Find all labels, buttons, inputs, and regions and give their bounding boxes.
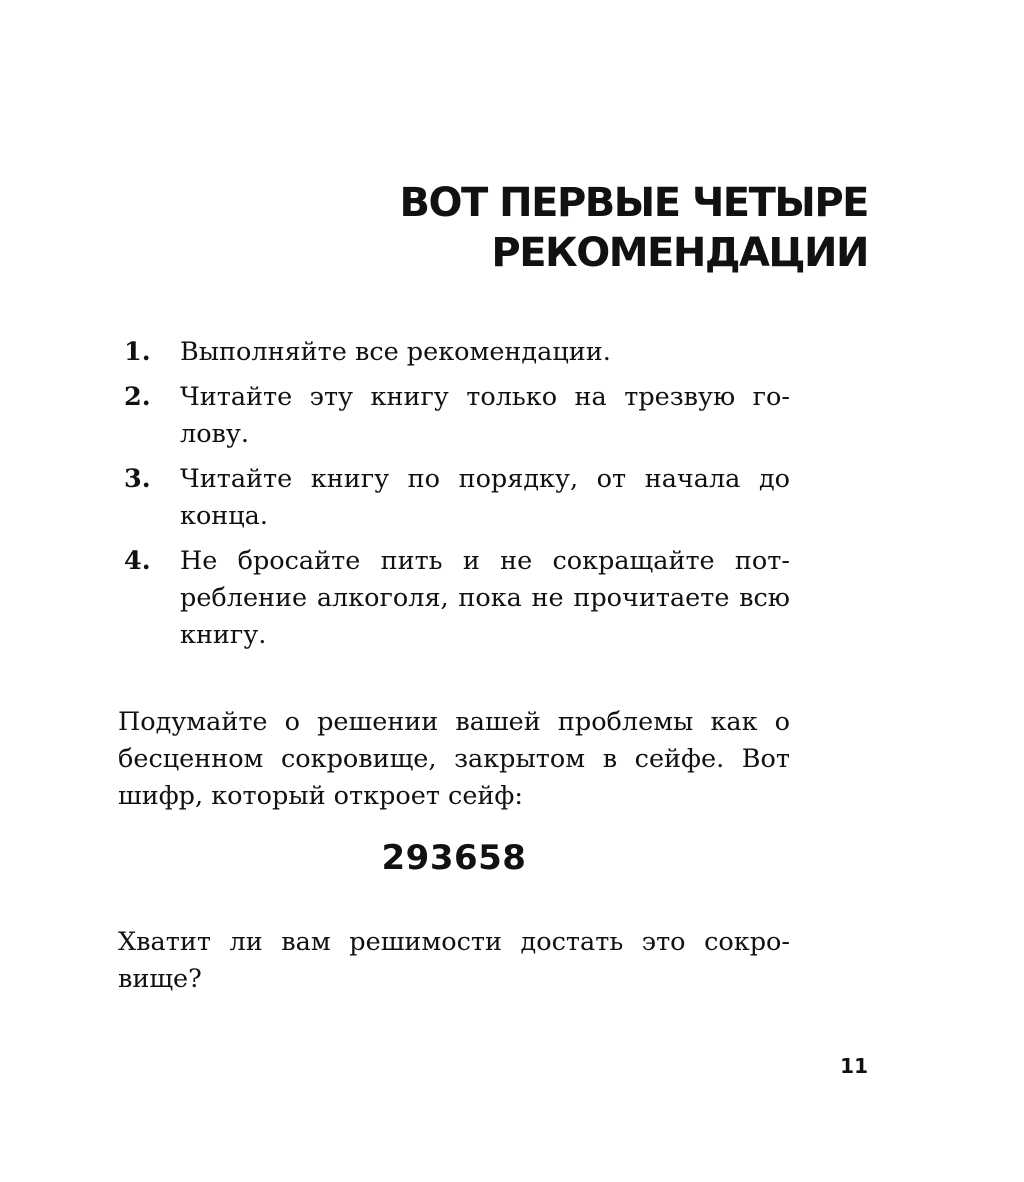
safe-code: 293658 [381,838,527,878]
chapter-heading [118,178,868,278]
list-item [118,379,790,453]
list-item-text: Читайте эту книгу только на трезвую голову. [180,382,790,449]
list-item-number: 2. [124,382,151,412]
list-item-text: Не бросайте пить и не сокращайте потребление алкоголя, пока не прочитаете всю книгу. [180,546,790,650]
heading-line-1: ВОТ ПЕРВЫЕ ЧЕТЫРЕ [399,180,868,226]
list-item [118,461,790,535]
list-item-text: Выполняйте все рекомендации. [180,337,611,367]
list-item-number: 3. [124,464,151,494]
list-item-text: Читайте книгу по порядку, от начала до конца. [180,464,790,531]
list-item [118,543,790,654]
recommendations-list [118,334,790,662]
list-item-number: 4. [124,546,151,576]
body-paragraph-question: Хватит ли вам решимости достать это сокровище? [118,927,790,994]
list-item-number: 1. [124,337,151,367]
heading-line-2: РЕКОМЕНДАЦИИ [491,230,868,276]
page-number: 11 [840,1054,868,1078]
body-paragraph-treasure: Подумайте о решении вашей проблемы как о бесценном сокровище, закрытом в сейфе. Вот шифр, который откроет сейф: [118,707,790,811]
list-item [118,334,790,371]
